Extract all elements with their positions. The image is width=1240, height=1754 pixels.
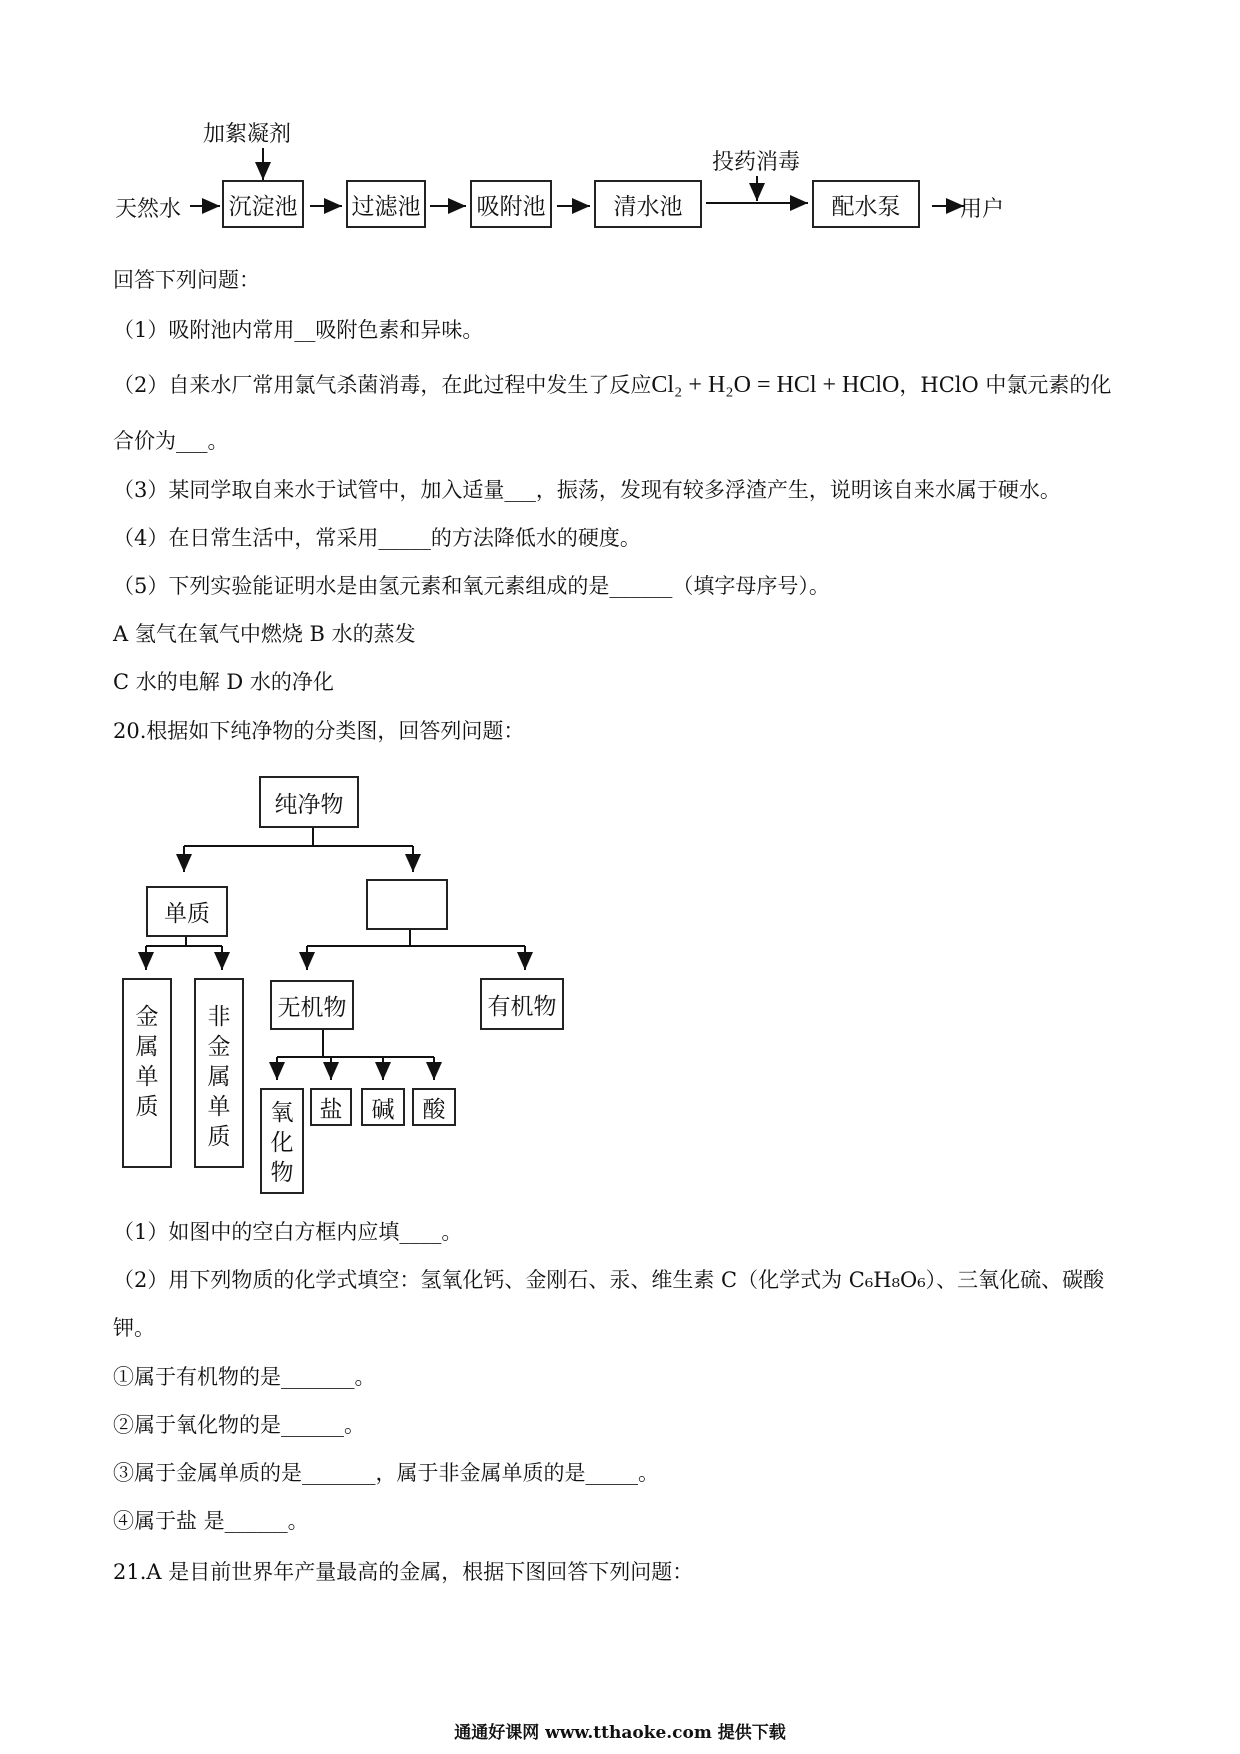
tree-organic: 有机物 [480,978,564,1030]
tree-metal-label: 金属单质 [135,1004,159,1120]
q19-options-cd: C 水的电解 D 水的净化 [113,670,334,694]
tree-root-pure-substance: 纯净物 [259,776,359,828]
tree-metal-elemental [122,978,172,1168]
tree-blank-box [366,879,448,930]
flow-box-sedimentation: 沉淀池 [222,180,304,228]
q19-part2-text-a: （2）自来水厂常用氯气杀菌消毒，在此过程中发生了反应 [113,373,652,397]
q19-part3: （3）某同学取自来水于试管中，加入适量___，振荡，发现有较多浮渣产生，说明该自来水属于硬水。 [113,478,1061,502]
tree-inorganic: 无机物 [270,980,354,1030]
q19-part2-text-b: ，HClO 中氯元素的化 [899,373,1112,397]
flow-label-coagulant: 加絮凝剂 [203,122,292,147]
q20-sub3: ③属于金属单质的是_______，属于非金属单质的是_____。 [113,1461,659,1485]
q19-part2-line1 [113,371,1111,399]
q20-sub2: ②属于氧化物的是______。 [113,1413,365,1437]
flow-label-disinfect: 投药消毒 [712,150,801,175]
tree-nonmetal-elemental [194,978,244,1168]
tree-nonmetal-label: 非金属单质 [207,1004,231,1150]
tree-salt: 盐 [310,1088,352,1126]
q21-title: 21.A 是目前世界年产量最高的金属，根据下图回答下列问题： [113,1560,694,1584]
q20-part2-line1: （2）用下列物质的化学式填空：氢氧化钙、金刚石、汞、维生素 C（化学式为 C₆H₈O₆）、三氧化硫、碳酸 [113,1268,1105,1292]
q20-part2-line2: 钾。 [113,1316,155,1340]
q20-part1: （1）如图中的空白方框内应填____。 [113,1220,463,1244]
q19-part2-equation: Cl₂ + H₂O = HCl + HClO [651,372,900,398]
page-footer: 通通好课网 www.tthaoke.com 提供下载 [454,1723,786,1743]
q19-options-ab: A 氢气在氧气中燃烧 B 水的蒸发 [113,622,416,646]
q20-sub4: ④属于盐 是______。 [113,1509,309,1533]
q19-part5: （5）下列实验能证明水是由氢元素和氧元素组成的是______（填字母序号）。 [113,574,830,598]
tree-base: 碱 [361,1088,405,1126]
q19-intro: 回答下列问题： [113,268,260,292]
tree-elemental-substance: 单质 [146,886,228,937]
flow-box-filter: 过滤池 [346,180,426,228]
tree-oxide-label: 氧化物 [270,1100,294,1186]
q19-part1: （1）吸附池内常用__吸附色素和异味。 [113,318,484,342]
q19-part2-line2: 合价为___。 [113,429,229,453]
flow-box-pump: 配水泵 [812,180,920,228]
tree-acid: 酸 [412,1088,456,1126]
flow-label-raw-water: 天然水 [115,197,182,222]
tree-oxide [260,1088,304,1194]
q20-title: 20.根据如下纯净物的分类图，回答列问题： [113,719,525,743]
q20-sub1: ①属于有机物的是_______。 [113,1365,376,1389]
flow-label-user: 用户 [960,197,1005,222]
q19-part4: （4）在日常生活中，常采用_____的方法降低水的硬度。 [113,526,641,550]
flow-box-clear-water: 清水池 [594,180,702,228]
flow-box-adsorption: 吸附池 [470,180,552,228]
